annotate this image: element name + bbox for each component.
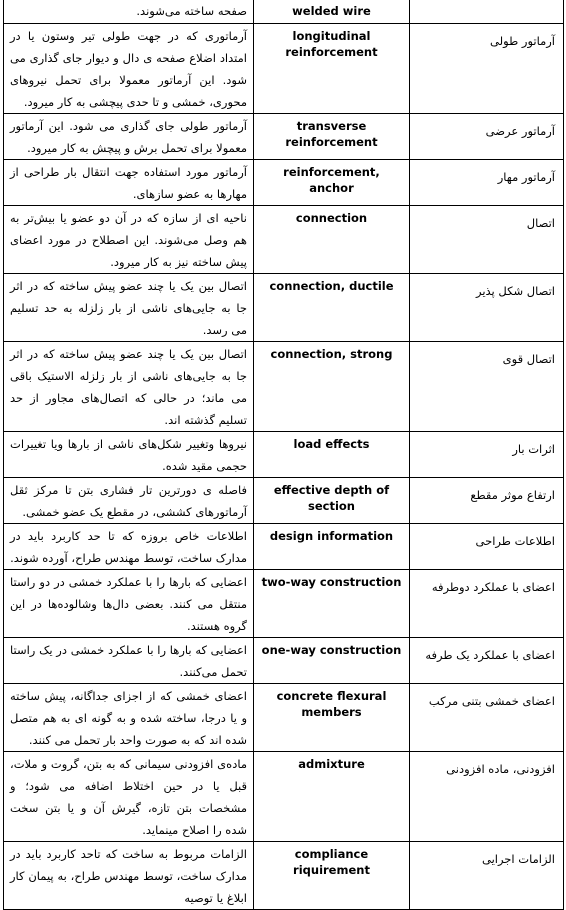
- english-term-cell: concrete flexural members: [254, 684, 410, 752]
- definition-cell: اعضای خمشی که از اجزای جداگانه، پیش ساخته و یا درجا، ساخته شده و به گونه ای به هم متصل شده اند که به صورت واحد بار تحمل می کنند.: [4, 684, 254, 752]
- persian-term-cell: اثرات بار: [410, 432, 564, 478]
- table-row: [4, 206, 564, 274]
- table-row: [4, 478, 564, 524]
- persian-term-cell: اتصال قوی: [410, 342, 564, 432]
- english-term-cell: connection: [254, 206, 410, 274]
- persian-term-cell: اتصال شکل پذیر: [410, 274, 564, 342]
- english-term-cell: effective depth of section: [254, 478, 410, 524]
- persian-term-cell: اعضای با عملکرد دوطرفه: [410, 570, 564, 638]
- definition-cell: آرماتور مورد استفاده جهت انتقال بار طراحی از مهارها به عضو سازهای.: [4, 160, 254, 206]
- table-row: [4, 842, 564, 910]
- definition-cell: آرماتوری که در جهت طولی تیر وستون یا در امتداد اضلاع صفحه ی دال و دیوار جای گذاری می شود. این آرماتور معمولا برای تحمل نیروهای محوری، خمشی و تا حدی پیچشی به کار میرود.: [4, 24, 254, 114]
- definition-cell: آرماتور طولی جای گذاری می شود. این آرماتور معمولا برای تحمل برش و پیچش به کار میرود.: [4, 114, 254, 160]
- definition-cell: اتصال بین یک یا چند عضو پیش ساخته که در اثر جا به جایی‌های ناشی از بار زلزله الاستیک باقی می ماند؛ در حالی که اتصال‌های مجاور از حد تسلیم گذشته اند.: [4, 342, 254, 432]
- table-row: [4, 570, 564, 638]
- english-term-cell: welded wire: [254, 0, 410, 24]
- definition-cell: فاصله ی دورترین تار فشاری بتن تا مرکز ثقل آرماتورهای کششی، در مقطع یک عضو خمشی.: [4, 478, 254, 524]
- persian-term-cell: اعضای با عملکرد یک طرفه: [410, 638, 564, 684]
- definition-cell: نیروها وتغییر شکل‌های ناشی از بارها ویا تغییرات حجمی مقید شده.: [4, 432, 254, 478]
- english-term-cell: connection, ductile: [254, 274, 410, 342]
- english-term-cell: admixture: [254, 752, 410, 842]
- english-term-cell: load effects: [254, 432, 410, 478]
- persian-term-cell: اتصال: [410, 206, 564, 274]
- english-term-cell: reinforcement, anchor: [254, 160, 410, 206]
- persian-term-cell: آرماتور مهار: [410, 160, 564, 206]
- table-row: [4, 638, 564, 684]
- english-term-cell: transverse reinforcement: [254, 114, 410, 160]
- table-row: [4, 524, 564, 570]
- table-row: [4, 342, 564, 432]
- definition-cell: ناحیه ای از سازه که در آن دو عضو یا بیش‌تر به هم وصل می‌شوند. این اصطلاح در مورد اعضای پیش ساخته نیز به کار میرود.: [4, 206, 254, 274]
- persian-term-cell: الزامات اجرایی: [410, 842, 564, 910]
- definition-cell: اعضایی که بارها را با عملکرد خمشی در دو راستا منتقل می کنند. بعضی دال‌ها وشالوده‌ها در این گروه هستند.: [4, 570, 254, 638]
- definition-cell: اطلاعات خاص بروزه که تا حد کاربرد باید در مدارک ساخت، توسط مهندس طراح، آورده شوند.: [4, 524, 254, 570]
- persian-term-cell: آرماتور عرضی: [410, 114, 564, 160]
- table-row: [4, 0, 564, 24]
- glossary-table: [3, 0, 564, 910]
- definition-cell: ماده‌ی افزودنی سیمانی که به بتن، گروت و ملات، قبل یا در حین اختلاط اضافه می شود؛ و مشخصات بتن تازه، گیرش آن و یا بتن سخت شده را اصلاح مینماید.: [4, 752, 254, 842]
- persian-term-cell: اطلاعات طراحی: [410, 524, 564, 570]
- definition-cell: اعضایی که بارها را با عملکرد خمشی در یک راستا تحمل می‌کنند.: [4, 638, 254, 684]
- table-row: [4, 160, 564, 206]
- english-term-cell: compliance riquirement: [254, 842, 410, 910]
- definition-cell: اتصال بین یک یا چند عضو پیش ساخته که در اثر جا به جایی‌های ناشی از بار زلزله به حد تسلیم می رسد.: [4, 274, 254, 342]
- table-row: [4, 432, 564, 478]
- table-row: [4, 274, 564, 342]
- definition-cell: صفحه ساخته می‌شوند.: [4, 0, 254, 24]
- persian-term-cell: اعضای خمشی بتنی مرکب: [410, 684, 564, 752]
- persian-term-cell: افزودنی، ماده افزودنی: [410, 752, 564, 842]
- english-term-cell: one-way construction: [254, 638, 410, 684]
- table-row: [4, 752, 564, 842]
- table-row: [4, 114, 564, 160]
- english-term-cell: connection, strong: [254, 342, 410, 432]
- english-term-cell: two-way construction: [254, 570, 410, 638]
- english-term-cell: design information: [254, 524, 410, 570]
- persian-term-cell: آرماتور طولی: [410, 24, 564, 114]
- persian-term-cell: [410, 0, 564, 24]
- definition-cell: الزامات مربوط به ساخت که تاحد کاربرد باید در مدارک ساخت، توسط مهندس طراح، به پیمان کار ابلاغ یا توصیه: [4, 842, 254, 910]
- table-row: [4, 24, 564, 114]
- table-row: [4, 684, 564, 752]
- english-term-cell: longitudinal reinforcement: [254, 24, 410, 114]
- persian-term-cell: ارتفاع موثر مقطع: [410, 478, 564, 524]
